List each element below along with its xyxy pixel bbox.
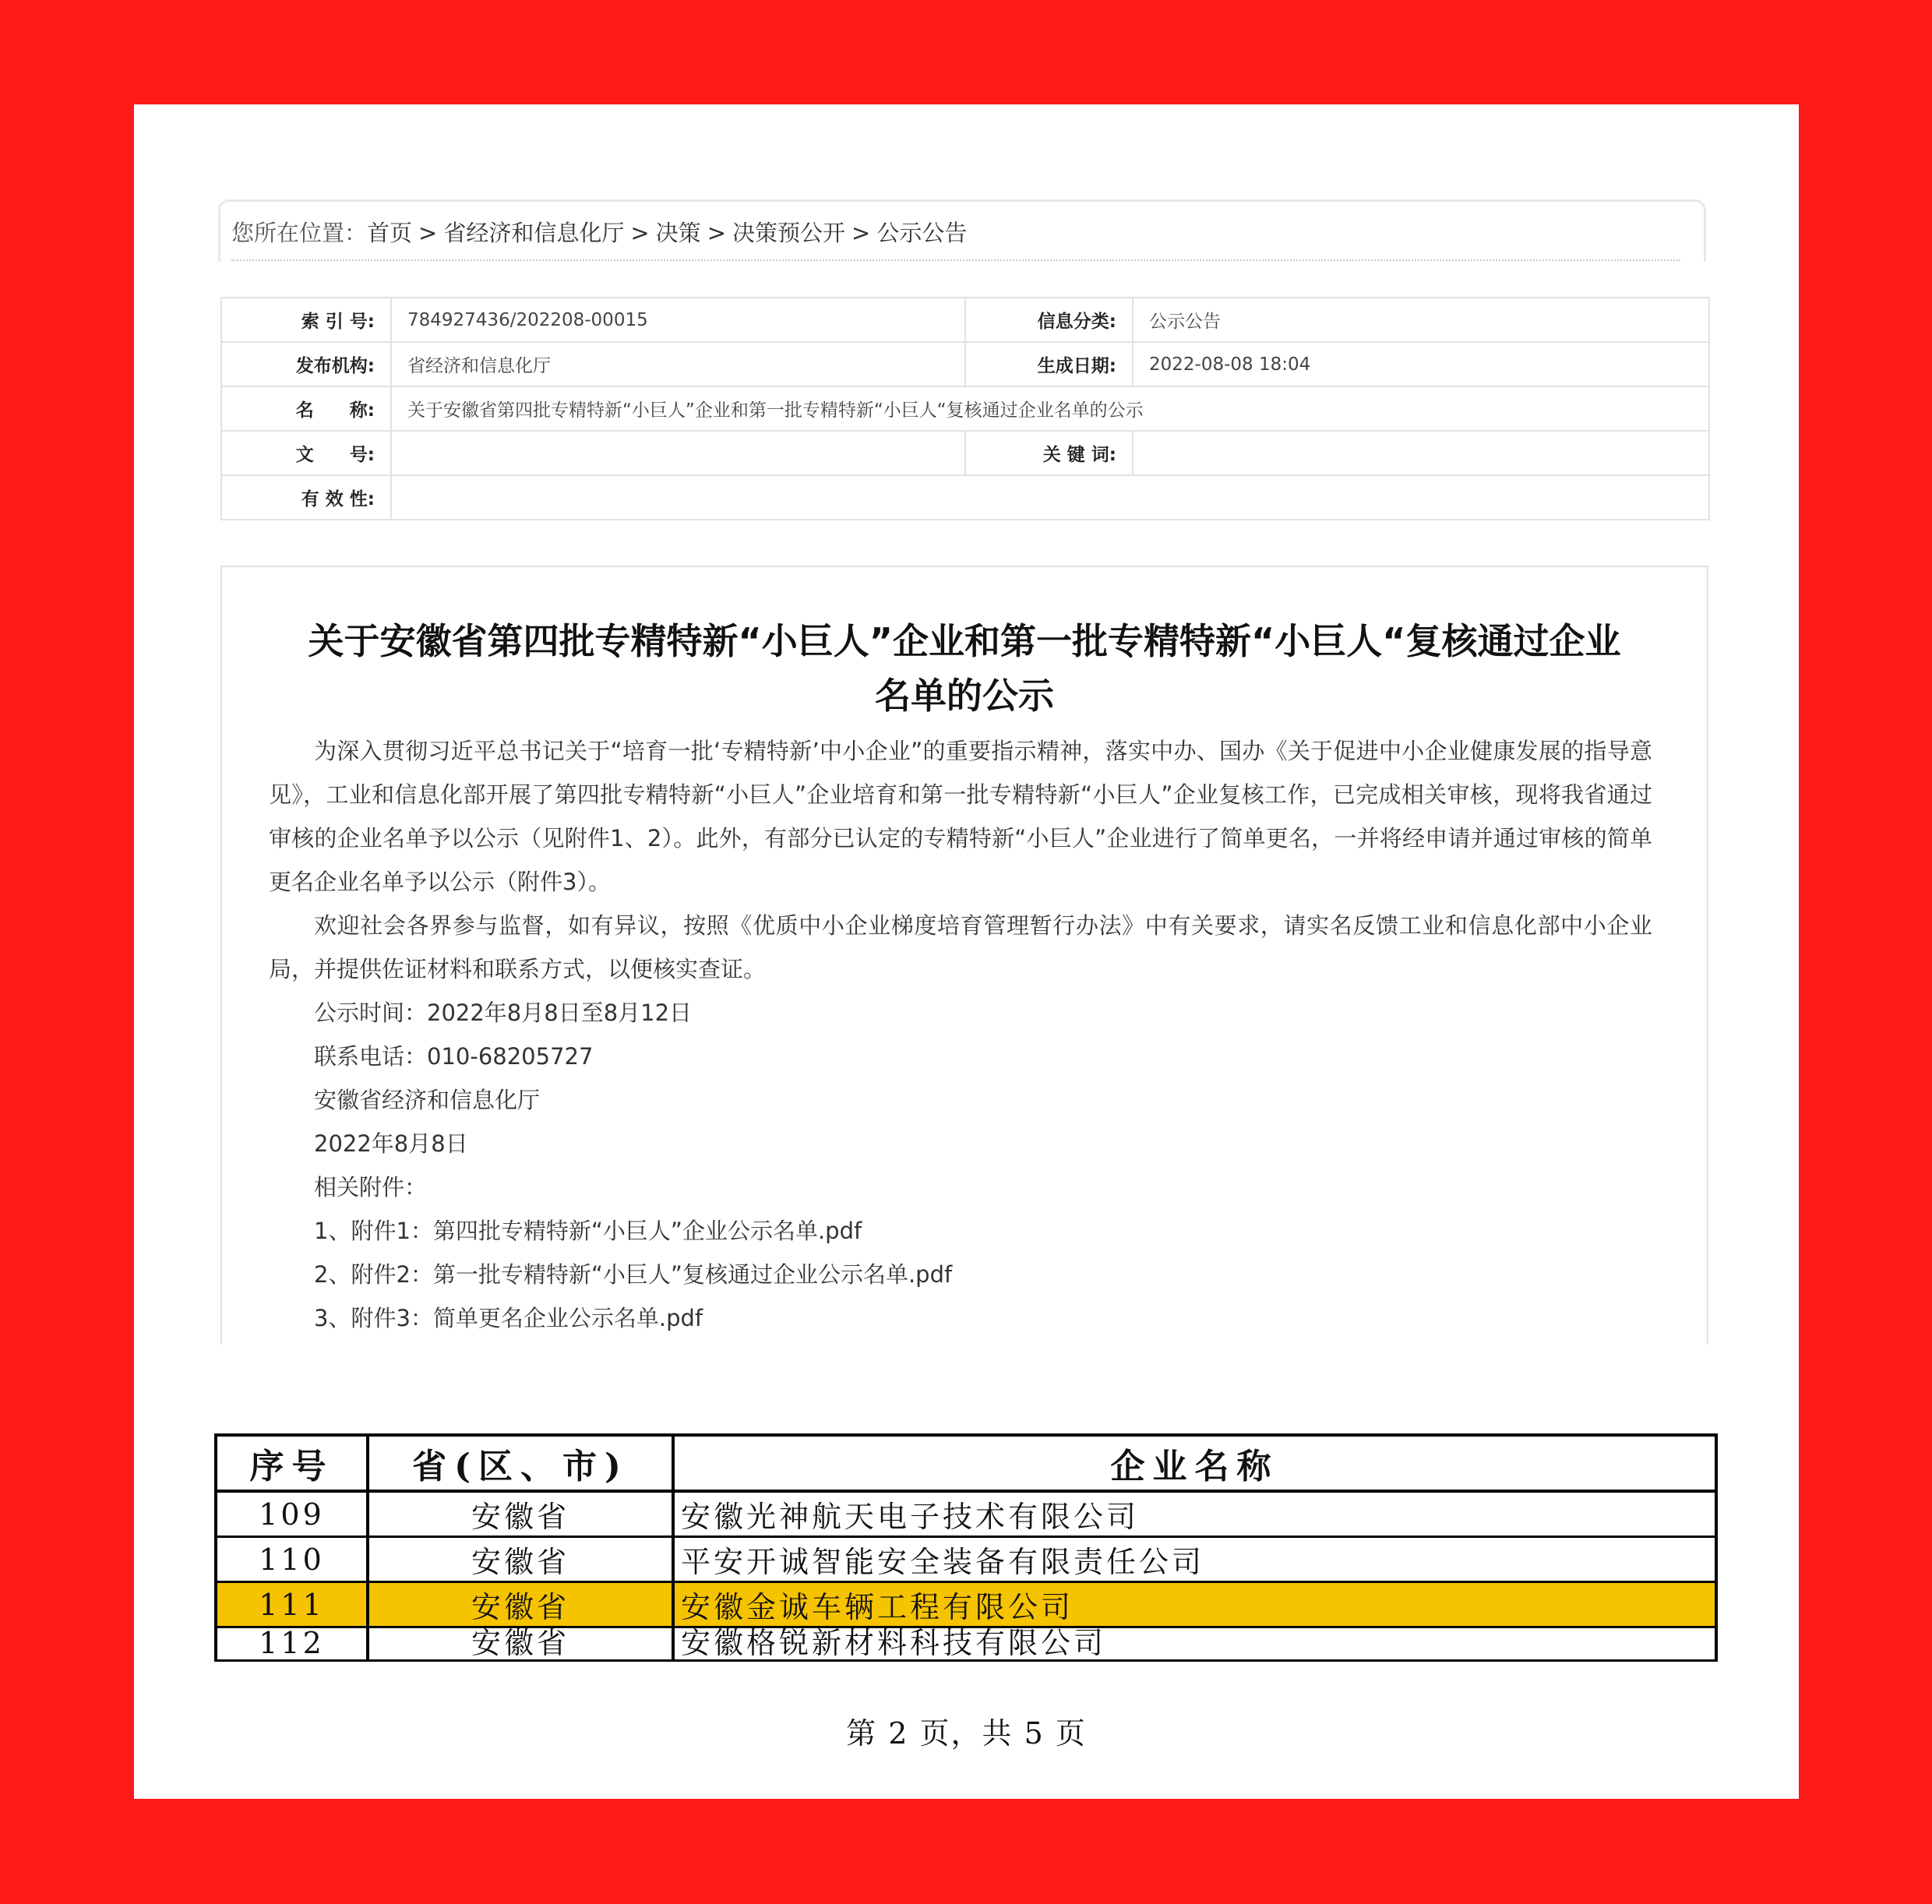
company-list-table: [214, 1433, 1718, 1662]
validity-value: [391, 475, 1709, 520]
table-row-highlighted: [216, 1582, 1716, 1627]
document-page: [134, 104, 1799, 1799]
row-number: 110: [216, 1537, 368, 1582]
name-label: 名 称:: [221, 386, 391, 431]
row-province: 安徽省: [368, 1627, 673, 1661]
issuing-org: 安徽省经济和信息化厅: [314, 1087, 541, 1113]
column-header-number: 序号: [216, 1435, 368, 1491]
index-value: 784927436/202208-00015: [391, 298, 965, 342]
breadcrumb-separator: >: [707, 220, 726, 246]
doc-number-value: [391, 431, 965, 475]
article-paragraph: 为深入贯彻习近平总书记关于“培育一批‘专精特新’中小企业”的重要指示精神，落实中办、国办《关于促进中小企业健康发展的指导意见》，工业和信息化部开展了第四批专精特新“小巨人”企业培育和第一批专精特新“小巨人”企业复核工作，已完成相关审核，现将我省通过审核的企业名单予以公示（见附件1、2）。此外，有部分已认定的专精特新“小巨人”企业进行了简单更名，一并将经申请并通过审核的简单更名企业名单予以公示（附件3）。: [269, 738, 1652, 895]
date-value: 2022-08-08 18:04: [1133, 342, 1709, 386]
breadcrumb-panel: [218, 199, 1706, 262]
name-value: 关于安徽省第四批专精特新“小巨人”企业和第一批专精特新“小巨人“复核通过企业名单的公示: [391, 386, 1709, 431]
validity-label: 有 效 性:: [221, 475, 391, 520]
attachment-link[interactable]: 2、附件2：第一批专精特新“小巨人”复核通过企业公示名单.pdf: [314, 1261, 953, 1288]
breadcrumb-separator: >: [851, 220, 871, 246]
row-company-name: 安徽光神航天电子技术有限公司: [673, 1491, 1716, 1537]
row-province: 安徽省: [368, 1491, 673, 1537]
table-row: [216, 1491, 1716, 1537]
breadcrumb-separator: >: [418, 220, 438, 246]
breadcrumb-prefix: 您所在位置：: [231, 220, 368, 246]
category-label: 信息分类:: [965, 298, 1133, 342]
attachments-label: 相关附件：: [314, 1174, 428, 1201]
breadcrumb-divider: [231, 259, 1680, 261]
breadcrumb-predisclosure-link[interactable]: 决策预公开: [732, 220, 846, 246]
page-number: 第 2 页，共 5 页: [846, 1716, 1087, 1751]
article-title: 关于安徽省第四批专精特新“小巨人”企业和第一批专精特新“小巨人“复核通过企业名单的公示: [308, 620, 1621, 717]
doc-number-label: 文 号:: [221, 431, 391, 475]
article-panel: [220, 566, 1708, 1345]
breadcrumb-home-link[interactable]: 首页: [367, 220, 413, 246]
issue-date: 2022年8月8日: [314, 1130, 468, 1157]
row-company-name: 安徽格锐新材料科技有限公司: [673, 1627, 1716, 1661]
breadcrumb-decision-link[interactable]: 决策: [655, 220, 701, 246]
breadcrumb-notice-link[interactable]: 公示公告: [876, 220, 968, 246]
breadcrumb-dept-link[interactable]: 省经济和信息化厅: [443, 220, 625, 246]
column-header-province: 省(区、市): [368, 1435, 673, 1491]
publisher-value: 省经济和信息化厅: [391, 342, 965, 386]
meta-row: [221, 342, 1709, 386]
contact-phone: 联系电话：010-68205727: [314, 1043, 594, 1070]
index-label: 索 引 号:: [221, 298, 391, 342]
publisher-label: 发布机构:: [221, 342, 391, 386]
row-company-name: 平安开诚智能安全装备有限责任公司: [673, 1537, 1716, 1582]
row-province: 安徽省: [368, 1582, 673, 1627]
row-province: 安徽省: [368, 1537, 673, 1582]
row-number: 112: [216, 1627, 368, 1661]
meta-row: [221, 386, 1709, 431]
column-header-company: 企业名称: [673, 1435, 1716, 1491]
row-number: 111: [216, 1582, 368, 1627]
meta-row: [221, 298, 1709, 342]
category-value: 公示公告: [1133, 298, 1709, 342]
table-row: [216, 1627, 1716, 1661]
keywords-label: 关 键 词:: [965, 431, 1133, 475]
meta-row: [221, 475, 1709, 520]
notice-period: 公示时间：2022年8月8日至8月12日: [314, 1000, 693, 1026]
attachment-link[interactable]: 1、附件1：第四批专精特新“小巨人”企业公示名单.pdf: [314, 1218, 862, 1244]
attachment-link[interactable]: 3、附件3：简单更名企业公示名单.pdf: [314, 1305, 703, 1331]
keywords-value: [1133, 431, 1709, 475]
date-label: 生成日期:: [965, 342, 1133, 386]
breadcrumb: [231, 216, 967, 248]
table-row: [216, 1537, 1716, 1582]
row-number: 109: [216, 1491, 368, 1537]
row-company-name: 安徽金诚车辆工程有限公司: [673, 1582, 1716, 1627]
table-header-row: [216, 1435, 1716, 1491]
breadcrumb-separator: >: [630, 220, 650, 246]
article-paragraph: 欢迎社会各界参与监督，如有异议，按照《优质中小企业梯度培育管理暂行办法》中有关要求，请实名反馈工业和信息化部中小企业局，并提供佐证材料和联系方式，以便核实查证。: [269, 912, 1652, 982]
meta-row: [221, 431, 1709, 475]
article-body: [269, 729, 1652, 1340]
metadata-table: [220, 297, 1710, 520]
